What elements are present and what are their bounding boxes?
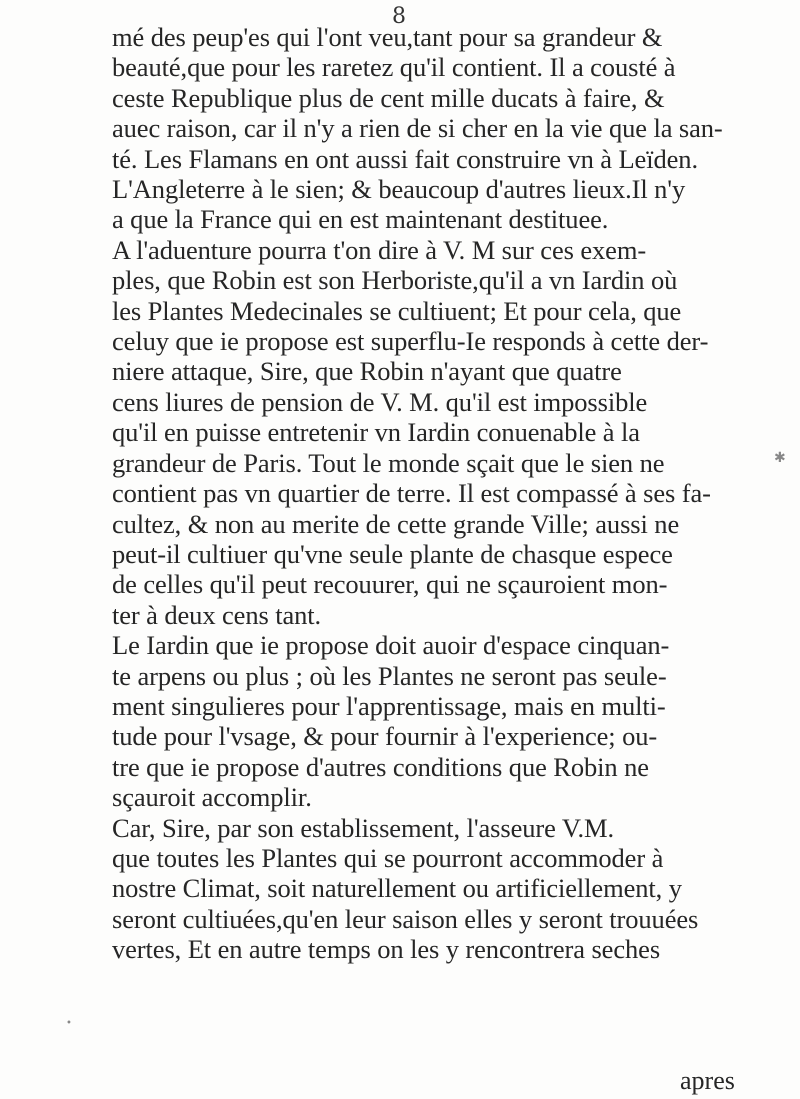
text-line: ples, que Robin est son Herboriste,qu'il a vn Iardin où (112, 265, 678, 296)
text-line: ceste Republique plus de cent mille ducats à faire, & (112, 82, 665, 113)
ink-speck: ✱ (774, 450, 786, 466)
text-line: a que la France qui en est maintenant destituee. (112, 204, 609, 235)
text-line: Le Iardin que ie propose doit auoir d'espace cinquan- (112, 630, 670, 661)
text-line: seront cultiuées,qu'en leur saison elles y seront trouuées (112, 903, 699, 934)
text-line: beauté,que pour les raretez qu'il contient. Il a cousté à (112, 52, 676, 83)
text-line: nostre Climat, soit naturellement ou artificiellement, y (112, 873, 682, 904)
text-line: contient pas vn quartier de terre. Il est compassé à ses fa- (112, 478, 711, 509)
text-line: celuy que ie propose est superflu-Ie responds à cette der- (112, 326, 709, 357)
text-line: que toutes les Plantes qui se pourront accommoder à (112, 842, 664, 873)
text-line: cens liures de pension de V. M. qu'il est impossible (112, 386, 648, 417)
text-line: tre que ie propose d'autres conditions que Robin ne (112, 751, 649, 782)
text-line: niere attaque, Sire, que Robin n'ayant que quatre (112, 356, 622, 387)
ink-speck: • (66, 1018, 72, 1029)
text-line: de celles qu'il peut recouurer, qui ne sçauroient mon- (112, 569, 668, 600)
text-line: té. Les Flamans en ont aussi fait construire vn à Leïden. (112, 143, 698, 174)
text-line: sçauroit accomplir. (112, 782, 312, 813)
text-line: peut-il cultiuer qu'vne seule plante de chasque espece (112, 538, 673, 569)
text-line: A l'aduenture pourra t'on dire à V. M sur ces exem- (112, 234, 647, 265)
text-line: qu'il en puisse entretenir vn Iardin conuenable à la (112, 417, 640, 448)
body-text (112, 22, 732, 965)
page-number: 8 (392, 4, 406, 29)
text-line: les Plantes Medecinales se cultiuent; Et pour cela, que (112, 295, 682, 326)
text-line: grandeur de Paris. Tout le monde sçait que le sien ne (112, 447, 665, 478)
text-line: auec raison, car il n'y a rien de si cher en la vie que la san- (112, 113, 723, 144)
text-line: Car, Sire, par son establissement, l'asseure V.M. (112, 812, 614, 843)
text-line: cultez, & non au merite de cette grande Ville; aussi ne (112, 508, 680, 539)
text-line: vertes, Et en autre temps on les y rencontrera seches (112, 934, 661, 965)
text-line: mé des peup'es qui l'ont veu,tant pour sa grandeur & (112, 22, 663, 52)
text-line: te arpens ou plus ; où les Plantes ne seront pas seule- (112, 660, 667, 691)
catchword: apres (680, 1066, 735, 1095)
text-line: tude pour l'vsage, & pour fournir à l'experience; ou- (112, 721, 658, 752)
text-line: L'Angleterre à le sien; & beaucoup d'autres lieux.Il n'y (112, 174, 686, 205)
text-line: ter à deux cens tant. (112, 599, 322, 630)
text-line: ment singulieres pour l'apprentissage, mais en multi- (112, 690, 666, 721)
